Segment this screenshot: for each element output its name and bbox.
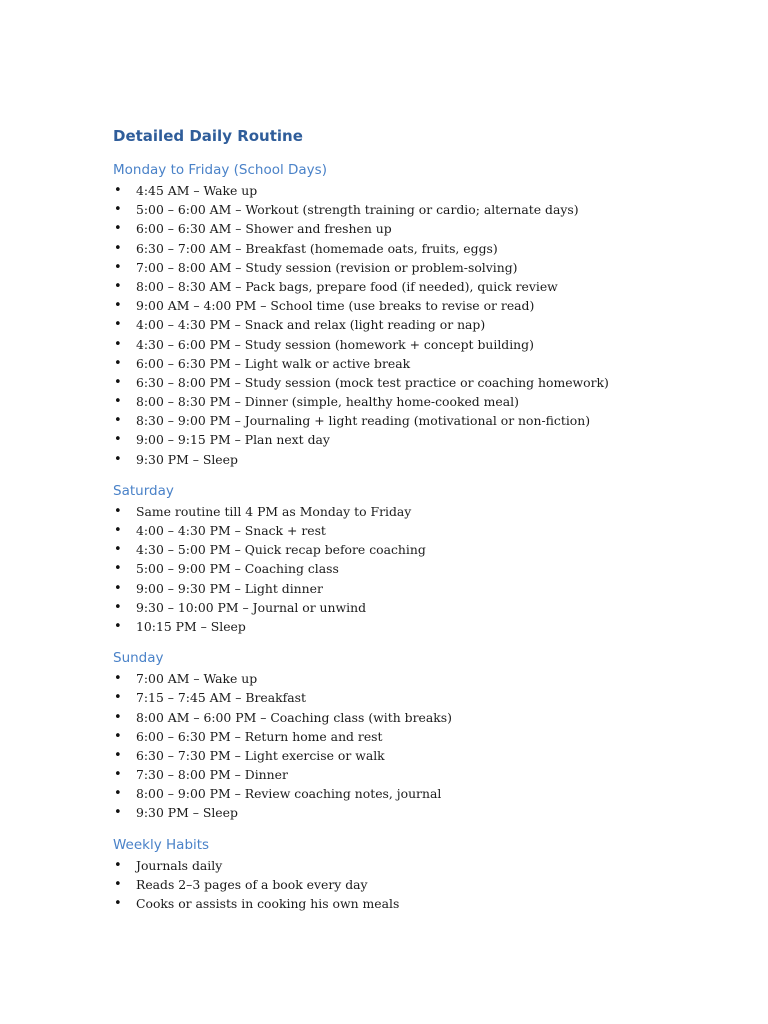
list-item: [113, 669, 733, 688]
bullet-icon: •: [114, 580, 122, 596]
list-item-text: 9:30 PM – Sleep: [136, 805, 238, 821]
bullet-icon: •: [114, 747, 122, 763]
section-heading-sunday: Sunday: [113, 650, 164, 667]
bullet-icon: •: [114, 690, 122, 706]
list-item-text: 5:00 – 6:00 AM – Workout (strength training or cardio; alternate days): [136, 202, 579, 218]
list-item-text: 9:00 AM – 4:00 PM – School time (use breaks to revise or read): [136, 298, 535, 314]
list-item: [113, 894, 733, 913]
sections-container: [113, 160, 733, 913]
bullet-icon: •: [114, 432, 122, 448]
list-item-text: 8:00 – 8:30 PM – Dinner (simple, healthy home-cooked meal): [136, 394, 519, 410]
list-item: [113, 392, 733, 411]
bullet-icon: •: [114, 202, 122, 218]
list-item-text: Journals daily: [136, 857, 223, 873]
list-item: [113, 411, 733, 430]
list-item: [113, 502, 733, 521]
list-item-text: 8:00 – 8:30 AM – Pack bags, prepare food (if needed), quick review: [136, 278, 558, 294]
bullet-list-saturday: [113, 502, 733, 636]
section-heading-monday-to-friday-school-days: Monday to Friday (School Days): [113, 162, 327, 178]
list-item: [113, 354, 733, 373]
bullet-icon: •: [114, 240, 122, 256]
bullet-icon: •: [114, 355, 122, 371]
list-item: [113, 315, 733, 334]
document-title: Detailed Daily Routine: [113, 127, 303, 145]
list-item-text: 6:30 – 8:00 PM – Study session (mock test practice or coaching homework): [136, 374, 609, 390]
bullet-icon: •: [114, 278, 122, 294]
list-item-text: 7:00 AM – Wake up: [136, 671, 258, 687]
bullet-list-weekly-habits: [113, 856, 733, 914]
list-item-text: 7:30 – 8:00 PM – Dinner: [136, 767, 288, 783]
list-item-text: 6:00 – 6:30 AM – Shower and freshen up: [136, 221, 392, 237]
list-item: [113, 598, 733, 617]
list-item: [113, 579, 733, 598]
bullet-icon: •: [114, 413, 122, 429]
list-item-text: 4:45 AM – Wake up: [136, 183, 258, 198]
list-item-text: 6:00 – 6:30 PM – Light walk or active break: [136, 355, 411, 371]
bullet-icon: •: [114, 728, 122, 744]
list-item-text: 9:00 – 9:30 PM – Light dinner: [136, 580, 323, 596]
bullet-icon: •: [114, 561, 122, 577]
list-item: [113, 875, 733, 894]
section-heading-saturday: Saturday: [113, 482, 174, 499]
list-item: [113, 784, 733, 803]
bullet-icon: •: [114, 374, 122, 390]
bullet-list-monday-to-friday-school-days: [113, 181, 733, 469]
list-item-text: 4:00 – 4:30 PM – Snack and relax (light reading or nap): [136, 317, 486, 333]
bullet-icon: •: [114, 857, 122, 873]
list-item: [113, 708, 733, 727]
list-item: [113, 856, 733, 875]
list-item-text: Reads 2–3 pages of a book every day: [136, 876, 368, 892]
bullet-icon: •: [114, 183, 122, 198]
document-body: [113, 124, 733, 913]
list-item: [113, 239, 733, 258]
bullet-icon: •: [114, 786, 122, 802]
list-item-text: 7:15 – 7:45 AM – Breakfast: [136, 690, 306, 706]
bullet-icon: •: [114, 394, 122, 410]
list-item-text: 9:00 – 9:15 PM – Plan next day: [136, 432, 330, 448]
list-item-text: 4:30 – 5:00 PM – Quick recap before coaching: [136, 542, 426, 558]
list-item-text: 10:15 PM – Sleep: [136, 618, 246, 634]
bullet-icon: •: [114, 523, 122, 538]
bullet-icon: •: [114, 298, 122, 314]
list-item-text: Same routine till 4 PM as Monday to Friday: [136, 503, 412, 519]
list-item-text: 5:00 – 9:00 PM – Coaching class: [136, 561, 339, 577]
list-item: [113, 765, 733, 784]
list-item: [113, 450, 733, 469]
list-item: [113, 746, 733, 765]
list-item: [113, 559, 733, 578]
section-heading-weekly-habits: Weekly Habits: [113, 836, 210, 853]
list-item: [113, 727, 733, 746]
bullet-icon: •: [114, 259, 122, 275]
list-item-text: 6:00 – 6:30 PM – Return home and rest: [136, 728, 383, 744]
list-item-text: 6:30 – 7:00 AM – Breakfast (homemade oats, fruits, eggs): [136, 240, 498, 256]
bullet-icon: •: [114, 896, 122, 911]
bullet-icon: •: [114, 876, 122, 892]
list-item: [113, 277, 733, 296]
list-item-text: 6:30 – 7:30 PM – Light exercise or walk: [136, 747, 385, 763]
bullet-icon: •: [114, 451, 122, 467]
bullet-icon: •: [114, 599, 122, 615]
bullet-icon: •: [114, 805, 122, 821]
bullet-icon: •: [114, 709, 122, 725]
list-item-text: 9:30 PM – Sleep: [136, 451, 238, 467]
list-item-text: 8:00 AM – 6:00 PM – Coaching class (with breaks): [136, 709, 452, 725]
bullet-icon: •: [114, 317, 122, 333]
list-item: [113, 521, 733, 540]
bullet-icon: •: [114, 767, 122, 783]
bullet-icon: •: [114, 618, 122, 634]
list-item: [113, 296, 733, 315]
list-item-text: Cooks or assists in cooking his own meals: [136, 896, 400, 911]
list-item: [113, 540, 733, 559]
bullet-icon: •: [114, 503, 122, 519]
list-item: [113, 617, 733, 636]
list-item: [113, 200, 733, 219]
list-item-text: 8:30 – 9:00 PM – Journaling + light reading (motivational or non-fiction): [136, 413, 591, 429]
list-item: [113, 258, 733, 277]
bullet-icon: •: [114, 671, 122, 687]
list-item: [113, 181, 733, 200]
list-item: [113, 335, 733, 354]
bullet-icon: •: [114, 221, 122, 237]
list-item-text: 8:00 – 9:00 PM – Review coaching notes, journal: [136, 786, 442, 802]
list-item-text: 7:00 – 8:00 AM – Study session (revision or problem-solving): [136, 259, 518, 275]
bullet-icon: •: [114, 336, 122, 352]
list-item: [113, 373, 733, 392]
bullet-icon: •: [114, 542, 122, 558]
list-item: [113, 803, 733, 822]
list-item: [113, 688, 733, 707]
list-item-text: 9:30 – 10:00 PM – Journal or unwind: [136, 599, 367, 615]
list-item: [113, 430, 733, 449]
list-item-text: 4:30 – 6:00 PM – Study session (homework + concept building): [136, 336, 534, 352]
bullet-list-sunday: [113, 669, 733, 823]
list-item: [113, 219, 733, 238]
list-item-text: 4:00 – 4:30 PM – Snack + rest: [136, 523, 326, 538]
